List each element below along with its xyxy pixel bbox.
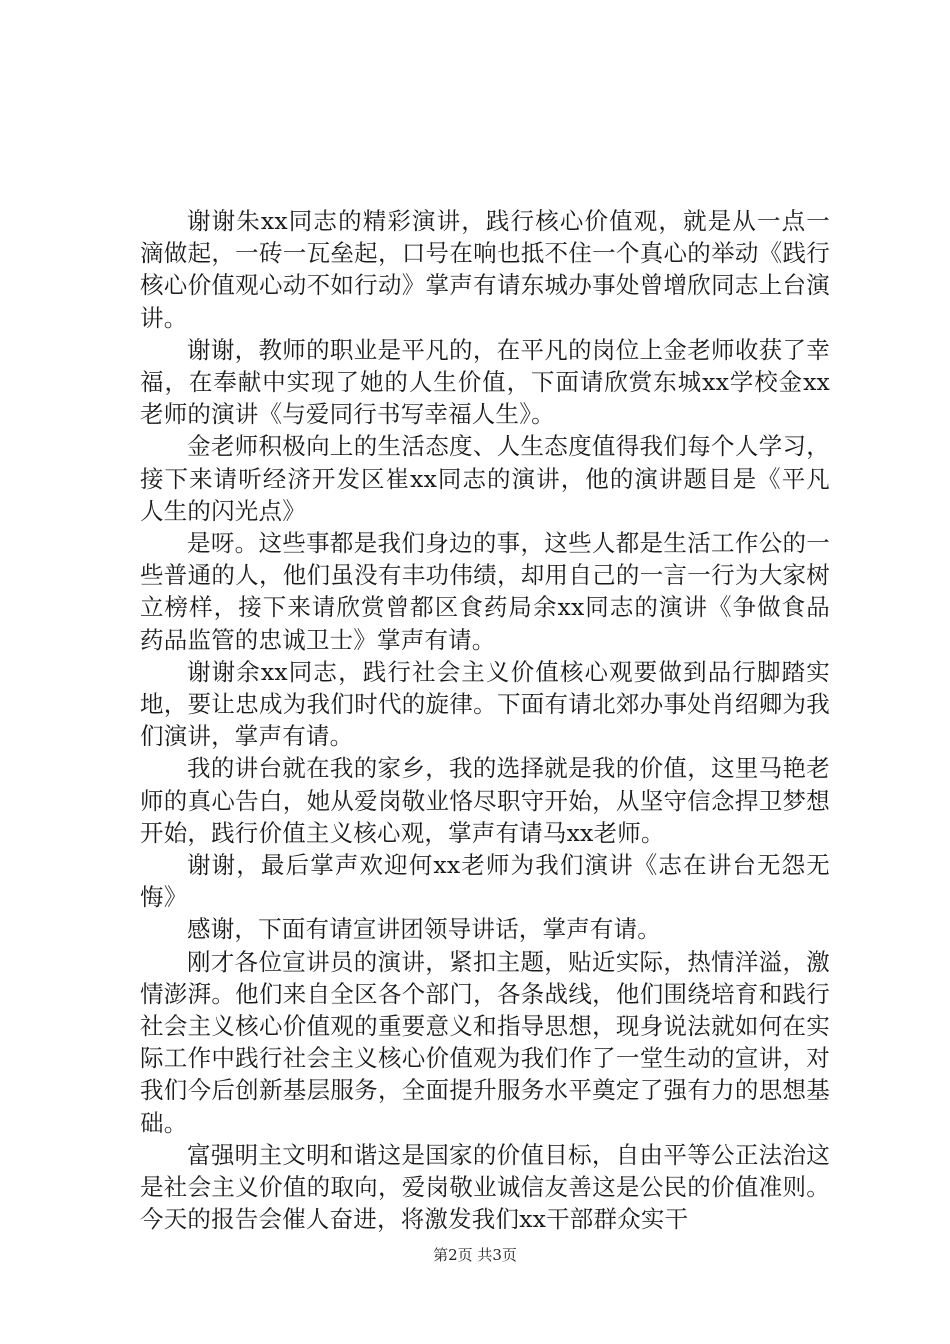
paragraph: 刚才各位宣讲员的演讲，紧扣主题，贴近实际，热情洋溢，激情澎湃。他们来自全区各个部门，各条战线，他们围绕培育和践行社会主义核心价值观的重要意义和指导思想，现身说法就如何在实际工作中践行社会主义核心价值观为我们作了一堂生动的宣讲，对我们今后创新基层服务，全面提升服务水平奠定了强有力的思想基础。 xyxy=(140,947,830,1137)
paragraph: 我的讲台就在我的家乡，我的选择就是我的价值，这里马艳老师的真心告白，她从爱岗敬业恪尽职守开始，从坚守信念捍卫梦想开始，践行价值主义核心观，掌声有请马xx老师。 xyxy=(140,754,830,847)
paragraph: 谢谢余xx同志，践行社会主义价值核心观要做到品行脚踏实地，要让忠成为我们时代的旋律。下面有请北郊办事处肖绍卿为我们演讲，掌声有请。 xyxy=(140,657,830,751)
paragraph: 感谢，下面有请宣讲团领导讲话，掌声有请。 xyxy=(187,915,661,944)
paragraph: 是呀。这些事都是我们身边的事，这些人都是生活工作公的一些普通的人，他们虽没有丰功伟绩，却用自己的一言一行为大家树立榜样，接下来请欣赏曾都区食药局余xx同志的演讲《争做食品药品监管的忠诚卫士》掌声有请。 xyxy=(140,529,830,654)
paragraph: 富强明主文明和谐这是国家的价值目标，自由平等公正法治这是社会主义价值的取向，爱岗敬业诚信友善这是公民的价值准则。今天的报告会催人奋进，将激发我们xx干部群众实干 xyxy=(140,1140,830,1234)
document-body xyxy=(140,205,830,1236)
paragraph: 谢谢朱xx同志的精彩演讲，践行核心价值观，就是从一点一滴做起，一砖一瓦垒起，口号在响也抵不住一个真心的举动《践行核心价值观心动不如行动》掌声有请东城办事处曾增欣同志上台演讲。 xyxy=(140,207,830,332)
page-number-footer: 第2页 共3页 xyxy=(433,1246,517,1264)
paragraph: 金老师积极向上的生活态度、人生态度值得我们每个人学习，接下来请听经济开发区崔xx同志的演讲，他的演讲题目是《平凡人生的闪光点》 xyxy=(140,432,830,525)
paragraph: 谢谢，教师的职业是平凡的，在平凡的岗位上金老师收获了幸福，在奉献中实现了她的人生价值，下面请欣赏东城xx学校金xx老师的演讲《与爱同行书写幸福人生》。 xyxy=(140,335,830,429)
paragraph: 谢谢，最后掌声欢迎何xx老师为我们演讲《志在讲台无怨无悔》 xyxy=(140,851,830,912)
